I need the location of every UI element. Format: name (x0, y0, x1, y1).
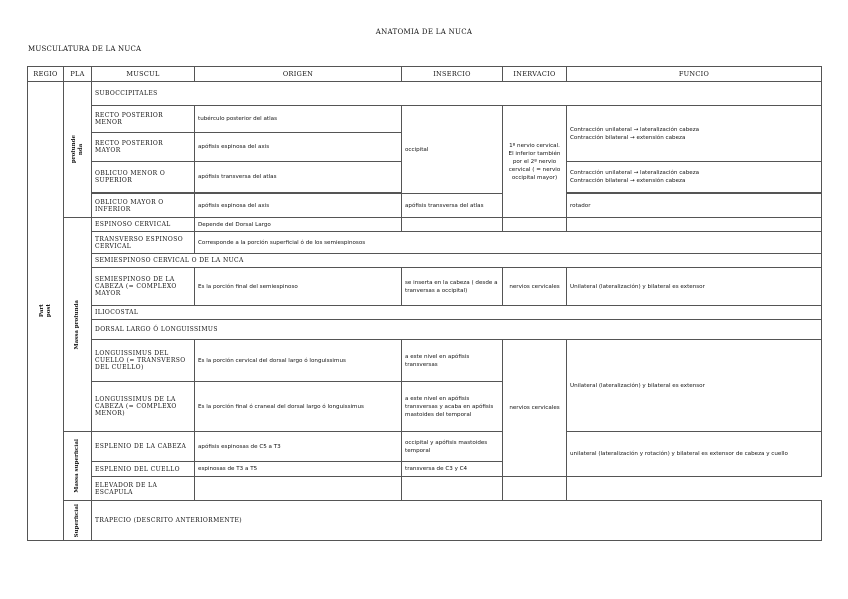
empty-cell (567, 218, 822, 232)
funcio-line: Contracción unilateral → lateralización cabeza (570, 126, 700, 133)
origen-cell: apófisis transversa del atlas (195, 162, 402, 193)
header-insercio: INSERCIO (402, 67, 503, 82)
plan-profunde-cell (64, 82, 92, 218)
inervacio-cell: nervios cervicales (503, 340, 567, 477)
header-origen: ORIGEN (195, 67, 402, 82)
muscle-name: TRANSVERSO ESPINOSO CERVICAL (92, 232, 195, 254)
table-row (28, 82, 822, 106)
muscle-name: OBLICUO MENOR O SUPERIOR (92, 162, 195, 193)
funcio-cell (567, 162, 822, 193)
insercio-cell: occipital (402, 106, 503, 194)
table-row (28, 106, 822, 133)
table-row (28, 194, 822, 218)
table-row (28, 218, 822, 232)
insercio-cell: a este nivel en apófisis transversas (402, 340, 503, 382)
muscle-name: LONGUISSIMUS DE LA CABEZA (= COMPLEXO MENOR) (92, 382, 195, 432)
origen-cell: Depende del Dorsal Largo (195, 218, 402, 232)
group-iliocostal: ILIOCOSTAL (92, 306, 822, 320)
muscle-name: ESPLENIO DE LA CABEZA (92, 432, 195, 462)
muscle-name: ESPINOSO CERVICAL (92, 218, 195, 232)
table-row (28, 477, 822, 501)
plan-massa-superficial-cell (64, 432, 92, 501)
empty-cell (503, 218, 567, 232)
muscle-table (27, 66, 822, 541)
table-row (28, 268, 822, 306)
origen-cell: apófisis espinosas de C5 a T3 (195, 432, 402, 462)
regio-label: Part post (38, 304, 52, 318)
regio-cell (28, 82, 64, 541)
muscle-name: OBLICUO MAYOR O INFERIOR (92, 194, 195, 218)
header-inervacio: INERVACIO (503, 67, 567, 82)
table-row (28, 306, 822, 320)
header-muscul: MUSCUL (92, 67, 195, 82)
muscle-name: RECTO POSTERIOR MAYOR (92, 133, 195, 162)
muscle-name: SEMIESPINOSO DE LA CABEZA (= COMPLEXO MAYOR (92, 268, 195, 306)
table-row (28, 254, 822, 268)
origen-cell: Es la porción final del semiespinoso (195, 268, 402, 306)
funcio-cell: unilateral (lateralización y rotación) y bilateral es extensor de cabeza y cuello (567, 432, 822, 477)
insercio-cell: a este nivel en apófisis transversas y acaba en apófisis mastoides del temporal (402, 382, 503, 432)
plan-massa-profunda-label: Massa profunda (74, 299, 80, 350)
group-semiespinoso: SEMIESPINOSO CERVICAL O DE LA NUCA (92, 254, 822, 268)
muscle-name: RECTO POSTERIOR MENOR (92, 106, 195, 133)
funcio-line: Contracción bilateral → extensión cabeza (570, 178, 686, 184)
table-row (28, 232, 822, 254)
empty-cell (503, 477, 567, 501)
group-suboccipitales: SUBOCCIPITALES (92, 82, 822, 106)
insercio-cell: apófisis transversa del atlas (402, 194, 503, 218)
table-row (28, 432, 822, 462)
origen-cell: apófisis espinosa del axis (195, 133, 402, 162)
plan-massa-profunda-cell (64, 218, 92, 432)
plan-superficial-cell (64, 501, 92, 541)
inervacio-cell: 1º nervio cervical. El inferior también por el 2º nervio cervical ( = nervio occipital mayor) (503, 106, 567, 218)
insercio-cell: se inserta en la cabeza ( desde a tranversas a occipital) (402, 268, 503, 306)
muscle-name: ESPLENIO DEL CUELLO (92, 462, 195, 477)
origen-cell: Es la porción cervical del dorsal largo ó longuissimus (195, 340, 402, 382)
origen-cell: tubérculo posterior del atlas (195, 106, 402, 133)
group-trapecio: TRAPECIO (DESCRITO ANTERIORMENTE) (92, 501, 822, 541)
empty-cell (195, 477, 402, 501)
origen-cell: espinosas de T3 a T5 (195, 462, 402, 477)
insercio-cell: occipital y apófisis mastoides temporal (402, 432, 503, 462)
plan-massa-superficial-label: Massa superficial (74, 439, 80, 493)
table-row (28, 320, 822, 340)
page-title: ANATOMIA DE LA NUCA (375, 28, 473, 36)
empty-cell (402, 477, 503, 501)
funcio-cell (567, 106, 822, 162)
funcio-line: Contracción unilateral → lateralización cabeza (570, 170, 700, 176)
funcio-cell: rotador (567, 194, 822, 218)
muscle-name: LONGUISSIMUS DEL CUELLO (= TRANSVERSO DEL CUELLO) (92, 340, 195, 382)
inervacio-cell: nervios cervicales (503, 268, 567, 306)
funcio-line: Contracción bilateral → extensión cabeza (570, 134, 686, 141)
funcio-cell: Unilateral (lateralización) y bilateral es extensor (567, 340, 822, 432)
funcio-cell: Unilateral (lateralización) y bilateral es extensor (567, 268, 822, 306)
header-row (28, 67, 822, 82)
header-pla: PLA (64, 67, 92, 82)
origen-cell: Corresponde a la porción superficial ó de los semiespinosos (195, 232, 822, 254)
group-dorsal-largo: DORSAL LARGO Ó LONGUISSIMUS (92, 320, 822, 340)
origen-cell: Es la porción final ó craneal del dorsal largo ó longuissimus (195, 382, 402, 432)
empty-cell (402, 218, 503, 232)
insercio-cell: transversa de C3 y C4 (402, 462, 503, 477)
section-title: MUSCULATURA DE LA NUCA (28, 45, 142, 53)
muscle-name: ELEVADOR DE LA ESCAPULA (92, 477, 195, 501)
header-regio: REGIO (28, 67, 64, 82)
table-row (28, 501, 822, 541)
origen-cell: apófisis espinosa del axis (195, 194, 402, 218)
table-row (28, 340, 822, 382)
header-funcio: FUNCIO (567, 67, 822, 82)
plan-profunde-label: profunde nda (70, 135, 84, 164)
plan-superficial-label: Superficial (74, 503, 80, 538)
